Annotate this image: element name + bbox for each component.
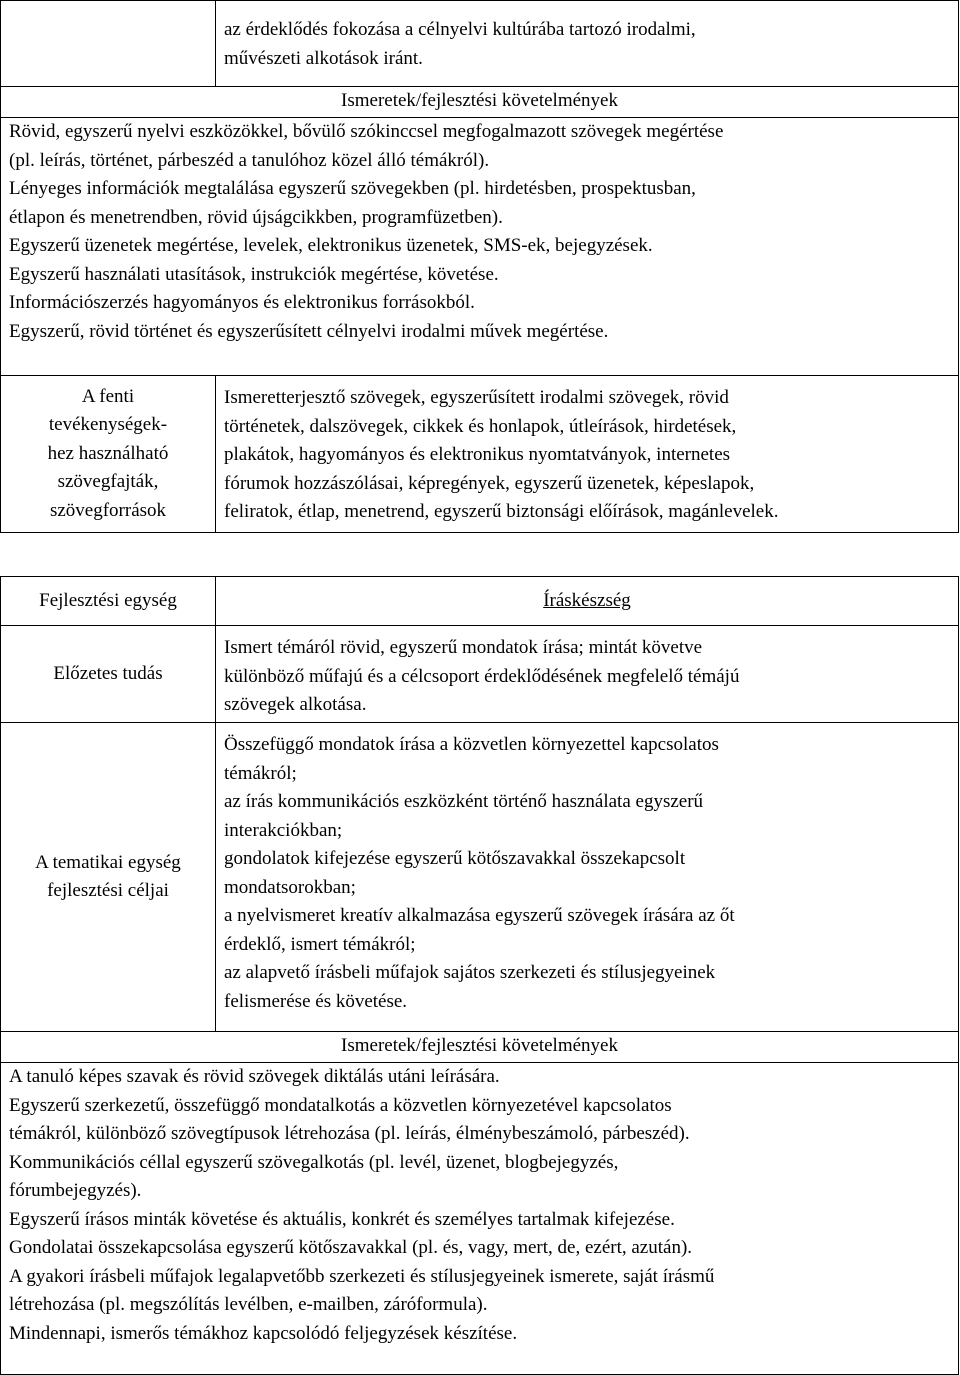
requirements-list — [1, 1063, 959, 1375]
unit-label: Fejlesztési egység — [1, 577, 216, 626]
goals-content — [216, 723, 959, 1032]
intro-line: művészeti alkotások iránt. — [224, 47, 423, 69]
text-types-label-line: hez használható — [47, 442, 169, 464]
requirement-line: A gyakori írásbeli műfajok legalapvetőbb szerkezeti és stílusjegyeinek ismerete, saját írásmű — [9, 1265, 715, 1287]
prior-line: különböző műfajú és a célcsoport érdeklődésének megfelelő témájú — [224, 665, 740, 687]
requirement-line: (pl. leírás, történet, párbeszéd a tanulóhoz közel álló témákról). — [9, 149, 490, 171]
prior-knowledge-content — [216, 626, 959, 723]
goal-line: az alapvető írásbeli műfajok sajátos szerkezeti és stílusjegyeinek — [224, 962, 716, 983]
goal-line: mondatsorokban; — [224, 876, 356, 898]
requirement-line: Egyszerű, rövid történet és egyszerűsített célnyelvi irodalmi művek megértése. — [9, 320, 609, 342]
goal-line: interakciókban; — [224, 819, 343, 841]
requirement-line: Egyszerű üzenetek megértése, levelek, elektronikus üzenetek, SMS-ek, bejegyzések. — [9, 235, 653, 256]
text-types-content — [216, 376, 959, 533]
text-types-line: plakátok, hagyományos és elektronikus nyomtatványok, internetes — [224, 444, 731, 465]
empty-label-cell — [1, 1, 216, 87]
requirement-line: Egyszerű írásos minták követése és aktuális, konkrét és személyes tartalmak kifejezése. — [9, 1208, 675, 1230]
goals-label-line: A tematikai egység — [35, 851, 181, 873]
goals-label-line: fejlesztési céljai — [47, 880, 169, 901]
goal-line: érdeklő, ismert témákról; — [224, 933, 416, 955]
goals-label — [1, 723, 216, 1032]
prior-line: szövegek alkotása. — [224, 694, 367, 715]
requirement-line: Egyszerű szerkezetű, összefüggő mondatalkotás a közvetlen környezetével kapcsolatos — [9, 1094, 672, 1116]
text-types-line: történetek, dalszövegek, cikkek és honlapok, útleírások, hirdetések, — [224, 415, 737, 437]
text-types-line: feliratok, étlap, menetrend, egyszerű biztonsági előírások, magánlevelek. — [224, 501, 779, 522]
text-types-label-line: szövegfajták, — [57, 471, 159, 493]
requirement-line: Lényeges információk megtalálása egyszerű szövegekben (pl. hirdetésben, prospektusban, — [9, 178, 696, 199]
goal-line: Összefüggő mondatok írása a közvetlen környezettel kapcsolatos — [224, 734, 719, 755]
text-types-label — [1, 376, 216, 533]
goal-line: az írás kommunikációs eszközként történő használata egyszerű — [224, 791, 704, 812]
requirement-line: létrehozása (pl. megszólítás levélben, e-mailben, záróformula). — [9, 1294, 488, 1315]
prior-knowledge-label: Előzetes tudás — [1, 626, 216, 723]
intro-line: az érdeklődés fokozása a célnyelvi kultúrába tartozó irodalmi, — [224, 19, 696, 40]
curriculum-table-reading — [0, 0, 959, 533]
requirement-line: fórumbejegyzés). — [9, 1180, 142, 1201]
requirement-line: témákról, különböző szövegtípusok létrehozása (pl. leírás, élménybeszámoló, párbeszéd). — [9, 1123, 690, 1144]
goal-line: felismerése és követése. — [224, 990, 408, 1012]
goal-line: gondolatok kifejezése egyszerű kötőszavakkal összekapcsolt — [224, 848, 686, 869]
goal-line: témákról; — [224, 762, 297, 784]
requirement-line: Rövid, egyszerű nyelvi eszközökkel, bővülő szókinccsel megfogalmazott szövegek megértése — [9, 121, 724, 142]
text-types-label-line: szövegforrások — [49, 499, 167, 521]
requirement-line: A tanuló képes szavak és rövid szövegek diktálás utáni leírására. — [9, 1066, 500, 1087]
text-types-label-line: tevékenységek- — [48, 414, 168, 436]
requirements-list — [1, 118, 959, 376]
goal-line: a nyelvismeret kreatív alkalmazása egyszerű szövegek írására az őt — [224, 905, 735, 926]
curriculum-table-writing — [0, 576, 959, 1375]
intro-cell — [216, 1, 959, 87]
requirement-line: Kommunikációs céllal egyszerű szövegalkotás (pl. levél, üzenet, blogbejegyzés, — [9, 1151, 619, 1173]
requirement-line: Gondolatai összekapcsolása egyszerű kötőszavakkal (pl. és, vagy, mert, de, ezért, azután). — [9, 1237, 693, 1258]
requirement-line: Egyszerű használati utasítások, instrukciók megértése, követése. — [9, 263, 499, 285]
requirement-line: Információszerzés hagyományos és elektronikus forrásokból. — [9, 292, 475, 313]
requirement-line: Mindennapi, ismerős témákhoz kapcsolódó feljegyzések készítése. — [9, 1322, 518, 1344]
text-types-line: Ismeretterjesztő szövegek, egyszerűsített irodalmi szövegek, rövid — [224, 387, 729, 408]
text-types-label-line: A fenti — [81, 385, 135, 407]
prior-line: Ismert témáról rövid, egyszerű mondatok írása; mintát követve — [224, 637, 703, 658]
requirement-line: étlapon és menetrendben, rövid újságcikkben, programfüzetben). — [9, 206, 503, 228]
requirements-heading: Ismeretek/fejlesztési követelmények — [1, 87, 959, 118]
requirements-heading: Ismeretek/fejlesztési követelmények — [1, 1032, 959, 1063]
unit-title: Íráskészség — [216, 577, 959, 626]
text-types-line: fórumok hozzászólásai, képregények, egyszerű üzenetek, képeslapok, — [224, 472, 755, 494]
